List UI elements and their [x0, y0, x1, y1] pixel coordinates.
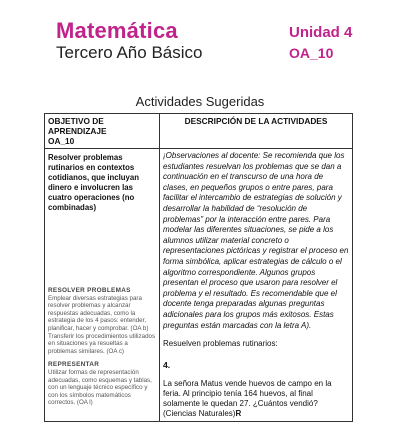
problem-number: 4. [163, 360, 171, 371]
oa-label: OA_10 [289, 45, 334, 61]
objective-cell [45, 149, 160, 422]
skill-block [48, 287, 156, 355]
skill-text: Emplear diversas estrategias para resolver problemas y alcanzar respuestas adecuadas, como la estrategia de los 4 pasos: entender, planificar, hacer y comprobar. (OA b) Transferir los procedimientos utilizados en situaciones ya resueltas a problemas similares. (OA c) [48, 294, 156, 355]
page-header [0, 0, 400, 70]
table-header-row [45, 114, 353, 149]
skill-title: REPRESENTAR [48, 361, 100, 369]
activities-table [44, 113, 353, 422]
skill-title: RESOLVER PROBLEMAS [48, 287, 131, 294]
skills-list [48, 287, 156, 407]
objective-header-code: OA_10 [48, 136, 75, 146]
objective-header-label: OBJETIVO DE APRENDIZAJE [48, 116, 107, 136]
grade-title: Tercero Año Básico [56, 43, 203, 62]
subject-title: Matemática [56, 18, 178, 43]
objective-header [45, 114, 160, 149]
description-header: DESCRIPCIÓN DE LA ACTIVIDADES [160, 114, 353, 149]
description-cell [160, 149, 353, 422]
skill-text: Utilizar formas de representación adecuadas, como esquemas y tablas, con un lenguaje técnico específico y con los símbolos matemáticos correctos. (OA l) [48, 368, 152, 407]
section-title: Actividades Sugeridas [135, 94, 265, 109]
problem-tag: R [235, 409, 242, 419]
objective-text: Resolver problemas rutinarios en contextos cotidianos, que incluyan dinero e involucren las cuatro operaciones (no combinadas) [48, 153, 139, 212]
problem-text: La señora Matus vende huevos de campo en la feria. Al principio tenía 164 huevos, al final solamente le quedan 27. ¿Cuántos vendió? (Ciencias Naturales) [163, 379, 332, 419]
teacher-observation: ¡Observaciones al docente: Se recomienda que los estudiantes resuelvan los problemas que se dan a continuación en el transcurso de una hora de clases, en pequeños grupos o entre pares, para facilitar el intercambio de estrategias de solución y desarrollar la habilidad de “resolución de problemas” por la interacción entre pares. Para modelar las diferentes situaciones, se pide a los alumnos utilizar material concreto o representaciones pictóricas y registrar el proceso en forma simbólica, aplicar estrategias de cálculo o el algoritmo correspondiente. Algunos grupos presentan el proceso que usaron para resolver el problema y el resultado. Es recomendable que el docente tenga preparadas algunas preguntas adicionales para los grupos más exitosos. Estas preguntas están marcadas con la letra A). [163, 151, 349, 330]
unit-label: Unidad 4 [289, 24, 353, 41]
resolve-intro: Resuelven problemas rutinarios: [163, 339, 278, 349]
table-row [45, 149, 353, 422]
problem-statement [163, 379, 349, 419]
skill-block [48, 361, 156, 407]
